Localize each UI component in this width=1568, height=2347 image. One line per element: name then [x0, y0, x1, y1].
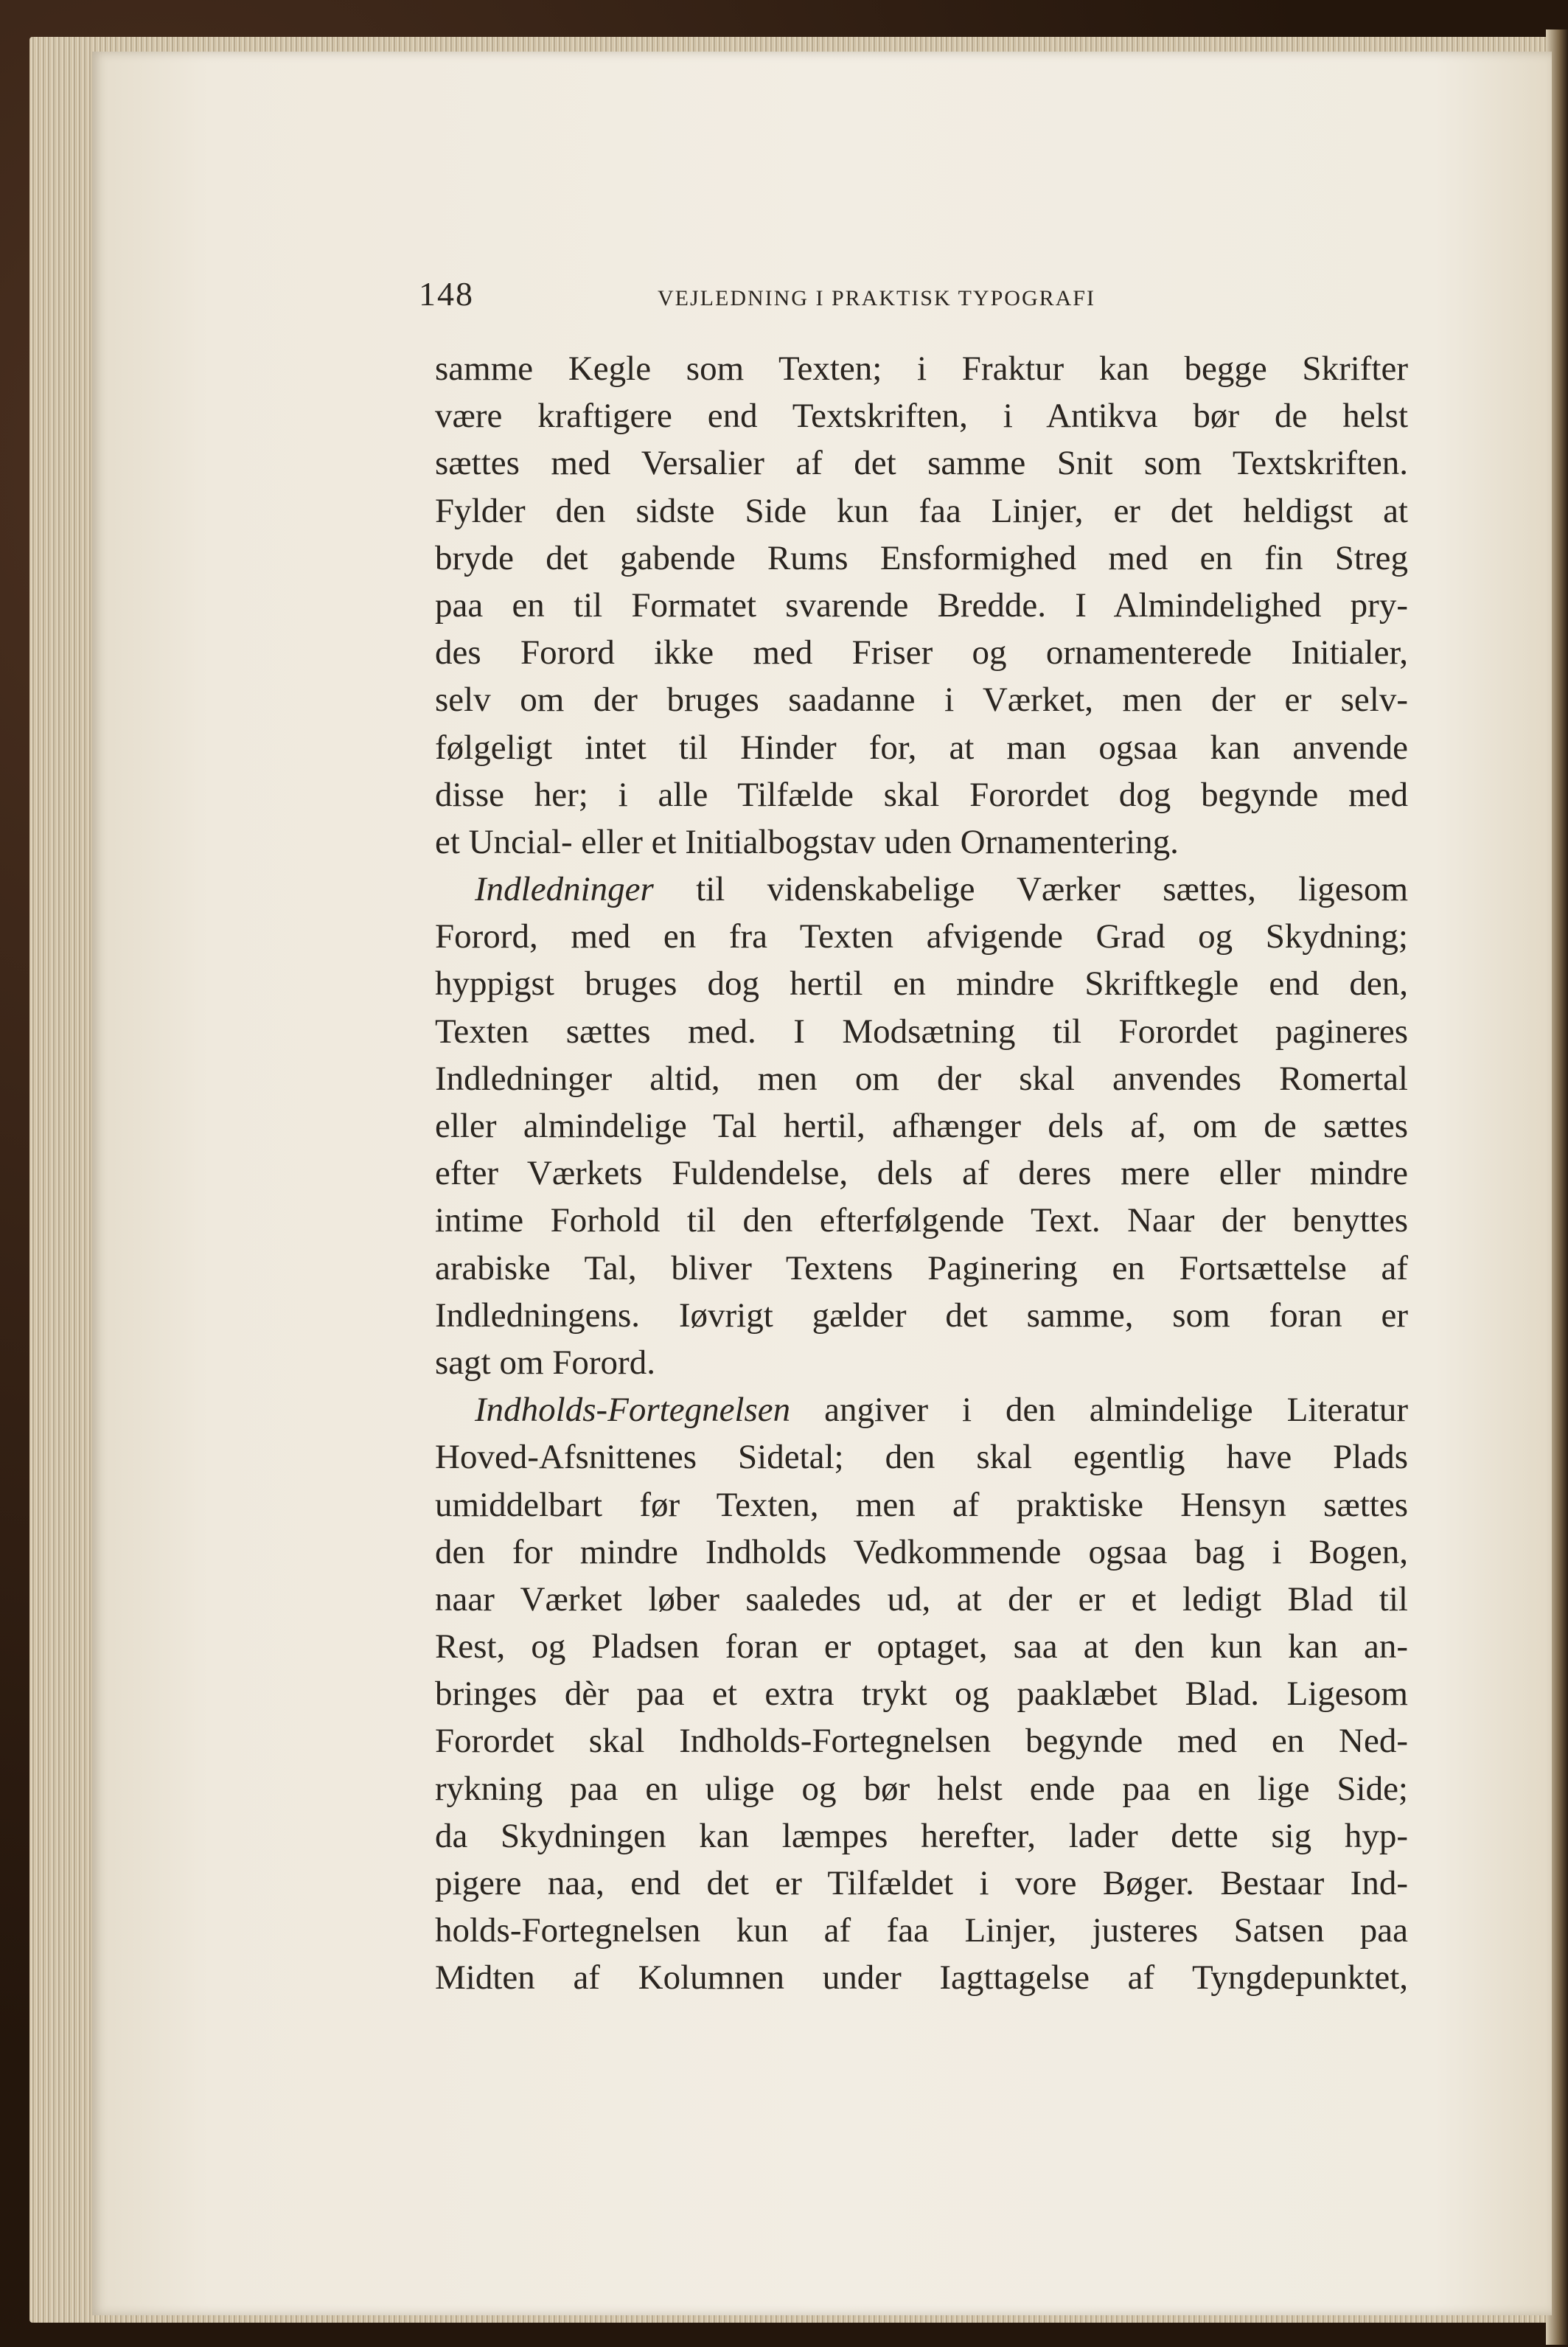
page-header: [419, 274, 1407, 333]
text-line: sagt om Forord.: [435, 1343, 655, 1382]
text-line: være kraftigere end Textskriften, i Antikva bør de helst: [435, 397, 1408, 436]
body-text: [435, 345, 1408, 2002]
text-line: arabiske Tal, bliver Textens Paginering en Fortsættelse af: [435, 1248, 1408, 1287]
text-line: selv om der bruges saadanne i Værket, men der er selv-: [435, 681, 1408, 720]
text-line: Indledninger altid, men om der skal anvendes Romertal: [435, 1059, 1408, 1098]
text-line: paa en til Formatet svarende Bredde. I Almindelighed pry-: [435, 585, 1408, 625]
text-line: naar Værket løber saaledes ud, at der er et ledigt Blad til: [435, 1579, 1408, 1618]
text-line: disse her; i alle Tilfælde skal Forordet dog begynde med: [435, 775, 1408, 814]
paragraph-start-line: Indholds-Fortegnelsen angiver i den almindelige Literatur: [475, 1391, 1408, 1430]
text-line: umiddelbart før Texten, men af praktiske Hensyn sættes: [435, 1485, 1408, 1524]
text-line: pigere naa, end det er Tilfældet i vore Bøger. Bestaar Ind-: [435, 1864, 1408, 1902]
page-number: 148: [419, 275, 474, 313]
text-line: bringes dèr paa et extra trykt og paaklæbet Blad. Ligesom: [435, 1675, 1408, 1714]
text-line: des Forord ikke med Friser og ornamenterede Initialer,: [435, 633, 1408, 672]
text-line: Texten sættes med. I Modsætning til Forordet pagineres: [435, 1012, 1408, 1051]
text-line: den for mindre Indholds Vedkommende ogsaa bag i Bogen,: [435, 1532, 1408, 1571]
text-line: holds-Fortegnelsen kun af faa Linjer, justeres Satsen paa: [435, 1911, 1408, 1950]
text-line: Forordet skal Indholds-Fortegnelsen begynde med en Ned-: [435, 1722, 1408, 1761]
text-line: eller almindelige Tal hertil, afhænger dels af, om de sættes: [435, 1107, 1408, 1145]
text-line: følgeligt intet til Hinder for, at man ogsaa kan anvende: [435, 728, 1408, 767]
text-line: bryde det gabende Rums Ensformighed med en fin Streg: [435, 538, 1408, 577]
paragraph-start-line: Indledninger til videnskabelige Værker sættes, ligesom: [475, 870, 1408, 909]
text-line: Forord, med en fra Texten afvigende Grad og Skydning;: [435, 917, 1408, 956]
text-line: rykning paa en ulige og bør helst ende paa en lige Side;: [435, 1769, 1408, 1808]
text-line: da Skydningen kan læmpes herefter, lader dette sig hyp-: [435, 1816, 1408, 1855]
text-line: Indledningens. Iøvrigt gælder det samme, som foran er: [435, 1296, 1408, 1335]
text-line: Fylder den sidste Side kun faa Linjer, er det heldigst at: [435, 491, 1408, 530]
text-line: Midten af Kolumnen under Iagttagelse af Tyngdepunktet,: [435, 1958, 1408, 1997]
text-line: Rest, og Pladsen foran er optaget, saa at den kun kan an-: [435, 1627, 1408, 1666]
text-line: hyppigst bruges dog hertil en mindre Skriftkegle end den,: [435, 964, 1408, 1004]
italic-term: Indledninger: [475, 870, 654, 909]
running-head: VEJLEDNING I PRAKTISK TYPOGRAFI: [658, 286, 1095, 310]
text-line: Hoved-Afsnittenes Sidetal; den skal egentlig have Plads: [435, 1438, 1408, 1477]
italic-term: Indholds-Fortegnelsen: [475, 1391, 791, 1430]
text-line: efter Værkets Fuldendelse, dels af deres mere eller mindre: [435, 1154, 1408, 1193]
text-line: samme Kegle som Texten; i Fraktur kan begge Skrifter: [435, 350, 1408, 388]
text-line: intime Forhold til den efterfølgende Text. Naar der benyttes: [435, 1201, 1408, 1240]
text-line: et Uncial- eller et Initialbogstav uden Ornamentering.: [435, 822, 1179, 861]
text-line: sættes med Versalier af det samme Snit som Textskriften.: [435, 444, 1408, 483]
